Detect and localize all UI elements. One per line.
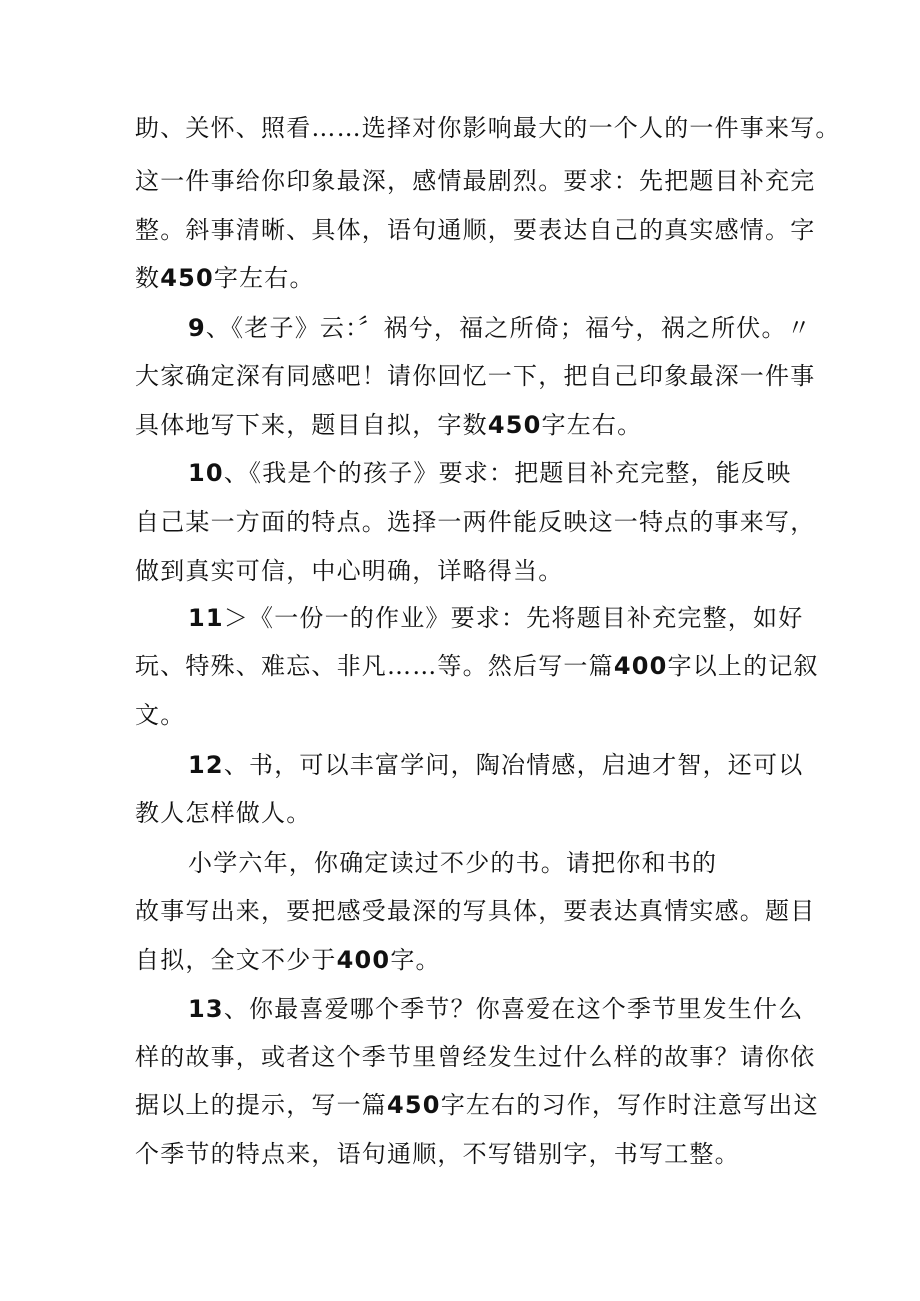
number-run: 450 — [387, 1091, 441, 1119]
text-line — [188, 603, 920, 633]
text-line — [135, 1139, 920, 1169]
text-run: 样的故事，或者这个季节里曾经发生过什么样的故事？请你依 — [135, 1043, 816, 1071]
text-line — [135, 556, 920, 586]
text-run: 大家确定深有同感吧！请你回忆一下，把自己印象最深一件事 — [135, 362, 816, 390]
item-number: 13 — [188, 995, 224, 1023]
text-run: 这一件事给你印象最深，感情最剧烈。要求：先把题目补充完 — [135, 167, 816, 195]
text-line — [135, 945, 920, 975]
number-run: 400 — [613, 652, 668, 680]
text-line — [135, 700, 920, 730]
text-line — [135, 1042, 920, 1072]
text-run: 字左右。 — [213, 264, 315, 292]
text-run: 教人怎样做人。 — [135, 799, 312, 827]
text-run: 做到真实可信，中心明确，详略得当。 — [135, 557, 564, 585]
text-run: 具体地写下来，题目自拟，字数 — [135, 411, 488, 439]
text-run: 玩、特殊、难忘、非凡……等。然后写一篇 — [135, 652, 614, 680]
text-line — [135, 263, 920, 293]
text-run: 、《我是个的孩子》要求：把题目补充完整，能反映 — [223, 459, 792, 487]
number-run: 400 — [336, 946, 391, 974]
text-line — [188, 994, 920, 1024]
text-line — [135, 113, 920, 143]
text-run: 字左右的习作，写作时注意写出这 — [440, 1091, 819, 1119]
number-run: 450 — [160, 264, 214, 292]
text-run: 字以上的记叙 — [667, 652, 819, 680]
text-run: 文。 — [135, 701, 186, 729]
text-run: 小学六年，你确定读过不少的书。请把你和书的 — [188, 849, 718, 877]
text-run: 故事写出来，要把感受最深的写具体，要表达真情实感。题目 — [135, 897, 816, 925]
text-line — [135, 651, 920, 681]
text-run: 、书，可以丰富学问，陶冶情感，启迪才智，还可以 — [223, 751, 804, 779]
text-run: 自己某一方面的特点。选择一两件能反映这一特点的事来写， — [135, 508, 816, 536]
text-line — [188, 848, 920, 878]
text-run: 自拟，全文不少于 — [135, 946, 337, 974]
text-line — [135, 507, 920, 537]
item-number: 12 — [188, 751, 224, 779]
text-run: 助、关怀、照看……选择对你影响最大的一个人的一件事来写。 — [135, 114, 841, 142]
item-number: 9 — [188, 314, 206, 342]
text-run: 字左右。 — [541, 411, 643, 439]
text-run: 个季节的特点来，语句通顺，不写错别字，书写工整。 — [135, 1140, 740, 1168]
item-number: 11 — [188, 604, 224, 632]
text-run: 字。 — [390, 946, 441, 974]
text-run: ＞《一份一的作业》要求：先将题目补充完整，如好 — [223, 604, 804, 632]
text-line — [135, 215, 920, 245]
text-line — [135, 1090, 920, 1120]
text-line — [135, 798, 920, 828]
text-line — [135, 896, 920, 926]
text-line — [188, 750, 920, 780]
number-run: 450 — [487, 411, 542, 439]
text-run: 、你最喜爱哪个季节？你喜爱在这个季节里发生什么 — [223, 995, 804, 1023]
text-line — [135, 361, 920, 391]
text-run: 数 — [135, 264, 161, 292]
text-run: 整。斜事清晰、具体，语句通顺，要表达自己的真实感情。字 — [135, 216, 816, 244]
text-line — [188, 458, 920, 488]
text-line — [135, 410, 920, 440]
text-line — [188, 313, 920, 343]
text-run: 、《老子》云：〞祸兮，福之所倚；福兮，祸之所伏。〃 — [205, 314, 812, 342]
text-line — [135, 166, 920, 196]
item-number: 10 — [188, 459, 224, 487]
text-run: 据以上的提示，写一篇 — [135, 1091, 387, 1119]
